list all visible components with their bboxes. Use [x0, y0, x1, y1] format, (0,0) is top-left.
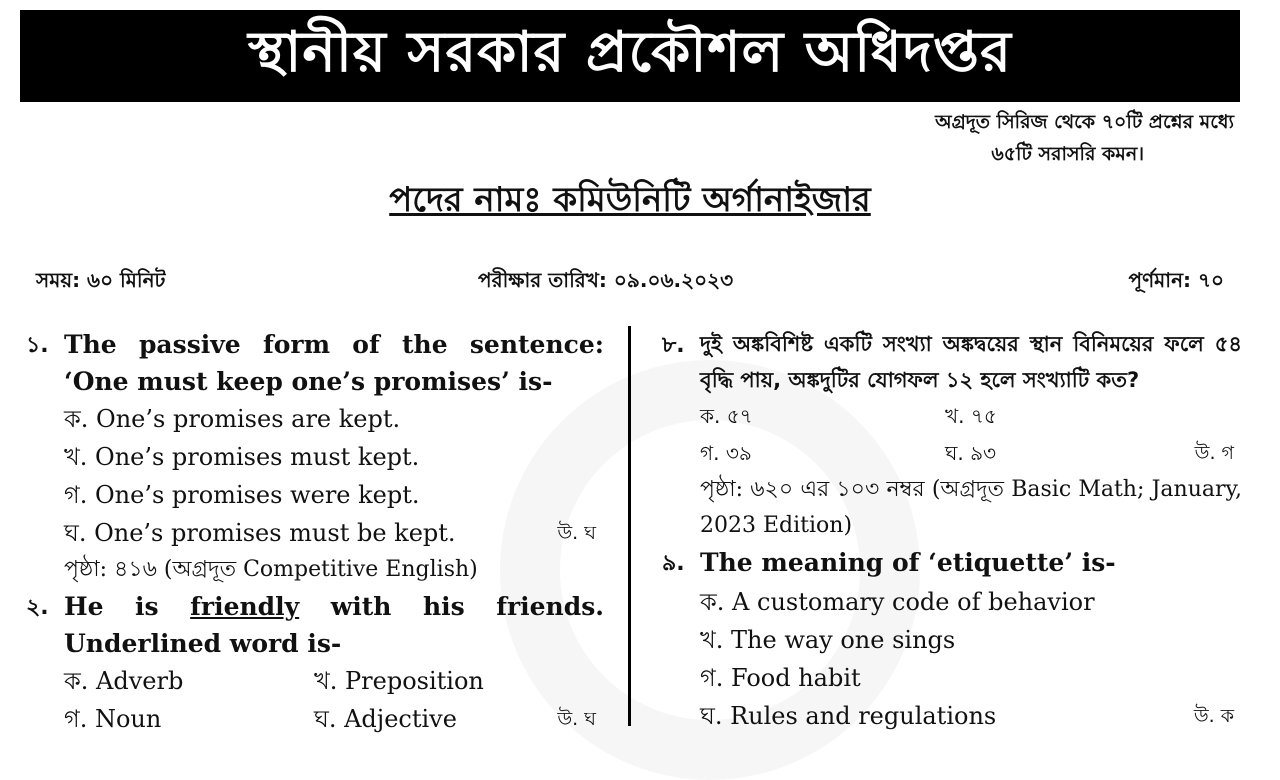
option-ka: ক. ৫৭: [700, 404, 753, 428]
question-2: [26, 588, 604, 662]
post-title: পদের নামঃ কমিউনিটি অর্গানাইজার: [389, 180, 871, 220]
series-note: [814, 106, 1234, 170]
full-marks: পূর্ণমান: ৭০: [1128, 268, 1224, 292]
source-reference: পৃষ্ঠা: ৪১৬ (অগ্রদূত Competitive English): [64, 557, 478, 582]
page-title: স্থানীয় সরকার প্রকৌশল অধিদপ্তর: [248, 20, 1012, 85]
question-number: ৮.: [662, 333, 685, 358]
question-number: ৯.: [662, 551, 685, 576]
column-divider: [628, 326, 631, 726]
option-gha-text: ঘ. Rules and regulations: [700, 702, 997, 730]
answer-key: উ. গ: [1194, 442, 1234, 464]
option-gha: ঘ. Adjective: [314, 705, 457, 733]
option-row: [64, 662, 604, 700]
question-text: The passive form of the sentence: ‘One must keep one’s promises’ is-: [64, 330, 604, 396]
series-note-line2: ৬৫টি সরাসরি কমন।: [991, 143, 1144, 165]
option-kha: খ. Preposition: [314, 667, 484, 695]
option-ka: ক. A customary code of behavior: [700, 588, 1095, 616]
header-banner: [20, 10, 1240, 102]
answer-key: উ. ঘ: [557, 522, 596, 544]
underlined-word: friendly: [190, 592, 300, 621]
option-row: [64, 700, 604, 738]
question-text: [64, 588, 604, 662]
question-number: ২.: [26, 595, 49, 620]
option-kha: খ. ৭৫: [945, 404, 997, 428]
right-column: [662, 326, 1242, 735]
question-text: The meaning of ‘etiquette’ is-: [700, 548, 1116, 577]
source-reference: পৃষ্ঠা: ৬২০ এর ১০৩ নম্বর (অগ্রদূত Basic Math; January, 2023 Edition): [700, 477, 1242, 538]
option-ga: গ. One’s promises were kept.: [64, 481, 420, 509]
answer-key: উ. ক: [1193, 705, 1234, 727]
option-ga: গ. ৩৯: [700, 441, 752, 465]
option-ka: ক. Adverb: [64, 667, 184, 695]
option-gha: [700, 697, 1242, 735]
question-8: [662, 326, 1242, 398]
series-note-line1: অগ্রদূত সিরিজ থেকে ৭০টি প্রশ্নের মধ্যে: [935, 111, 1234, 133]
option-row: [700, 435, 1242, 472]
exam-date: পরীক্ষার তারিখ: ০৯.০৬.২০২৩: [478, 268, 734, 292]
exam-time: সময়: ৬০ মিনিট: [36, 268, 166, 292]
option-kha: খ. The way one sings: [700, 626, 956, 654]
option-ga: গ. Food habit: [700, 664, 861, 692]
option-ka: ক. One’s promises are kept.: [64, 405, 401, 433]
option-gha: ঘ. ৯৩: [945, 441, 997, 465]
option-ga: গ. Noun: [64, 705, 162, 733]
question-text-b: with his friends. Underlined word is-: [64, 592, 604, 658]
option-kha: খ. One’s promises must kept.: [64, 443, 420, 471]
option-row: [700, 398, 1242, 435]
question-9: [662, 544, 1242, 583]
left-column: [26, 326, 604, 738]
question-text: দুই অঙ্কবিশিষ্ট একটি সংখ্যা অঙ্কদ্বয়ের স্থান বিনিময়ের ফলে ৫৪ বৃদ্ধি পায়, অঙ্কদুটির যোগফল ১২ হলে সংখ্যাটি কত?: [700, 332, 1242, 392]
question-1: [26, 326, 604, 400]
option-gha-text: ঘ. One’s promises must be kept.: [64, 519, 456, 547]
question-number: ১.: [26, 333, 49, 358]
question-text-a: He is: [64, 592, 191, 621]
answer-key: উ. ঘ: [557, 708, 596, 730]
option-gha: [64, 514, 604, 552]
